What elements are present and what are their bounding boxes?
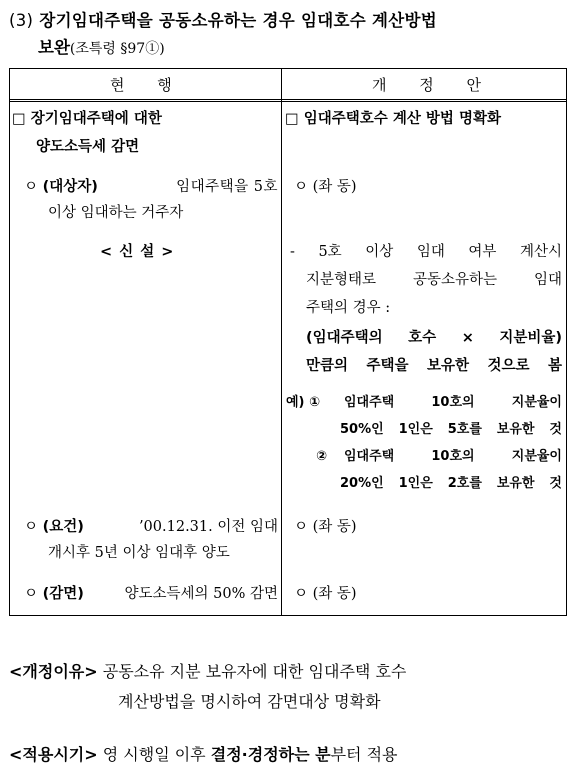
reduction-label: (감면) <box>42 586 84 602</box>
section-heading: 장기임대주택을 공동소유하는 경우 임대호수 계산방법 <box>39 11 438 30</box>
requirement-label: (요건) <box>42 519 84 535</box>
example-1-line2: 50%인 1인은 5호를 보유한 것 <box>340 422 562 437</box>
revised-same-1: ㅇ (좌 동) <box>294 179 357 195</box>
reason-label: <개정이유> <box>9 662 98 681</box>
apply-emphasis: 결정·경정하는 분 <box>210 745 331 764</box>
section-number: (3) <box>9 11 34 30</box>
revised-rule-formula: (임대주택의 호수 × 지분비율) <box>306 330 562 346</box>
revised-rule-line2: 지분형태로 공동소유하는 임대 <box>306 272 562 288</box>
target-label: (대상자) <box>42 179 98 195</box>
new-provision-marker: < 신 설 > <box>100 244 175 260</box>
revised-rule-line3: 주택의 경우 : <box>306 300 391 316</box>
header-revised: 개 정 안 <box>372 76 496 94</box>
reason-text-line2: 계산방법을 명시하여 감면대상 명확화 <box>118 692 381 711</box>
revised-rule-line1: - 5호 이상 임대 여부 계산시 <box>290 244 562 260</box>
header-divider <box>10 99 566 102</box>
example-1-line1: 임대주택 10호의 지분율이 <box>344 395 562 410</box>
current-reduction: ㅇ (감면) 양도소득세의 50% 감면 <box>24 586 278 602</box>
header-current: 현 행 <box>110 76 186 94</box>
current-requirement: ㅇ (요건) ’00.12.31. 이전 임대 <box>24 519 278 535</box>
column-divider <box>281 69 282 615</box>
current-target-line2: 이상 임대하는 거주자 <box>48 205 184 221</box>
section-title <box>9 7 569 31</box>
example-2-mark: ② <box>316 449 328 464</box>
effective-date: <적용시기> 영 시행일 이후 결정·경정하는 분부터 적용 <box>9 745 398 764</box>
apply-label: <적용시기> <box>9 745 98 764</box>
revised-same-2: ㅇ (좌 동) <box>294 519 357 535</box>
comparison-table <box>9 68 567 616</box>
revised-rule-line5: 만큼의 주택을 보유한 것으로 봄 <box>306 358 562 374</box>
example-2-line1: 임대주택 10호의 지분율이 <box>344 449 562 464</box>
current-item-title: □ 장기임대주택에 대한 <box>12 111 162 127</box>
law-reference: (조특령 §97①) <box>69 41 165 57</box>
current-item-title-line2: 양도소득세 감면 <box>36 139 140 155</box>
current-target: ㅇ (대상자) 임대주택을 5호 <box>24 179 278 195</box>
revised-item-title: □ 임대주택호수 계산 방법 명확화 <box>285 111 501 127</box>
revision-reason <box>9 657 564 687</box>
section-heading-line2: 보완(조특령 §97①) <box>38 38 165 57</box>
current-requirement-line2: 개시후 5년 이상 임대후 양도 <box>48 545 230 561</box>
revised-same-3: ㅇ (좌 동) <box>294 586 357 602</box>
reason-text-line1: 공동소유 지분 보유자에 대한 임대주택 호수 <box>102 662 407 681</box>
example-2-line2: 20%인 1인은 2호를 보유한 것 <box>340 476 562 491</box>
example-label: 예) ① <box>286 395 321 410</box>
